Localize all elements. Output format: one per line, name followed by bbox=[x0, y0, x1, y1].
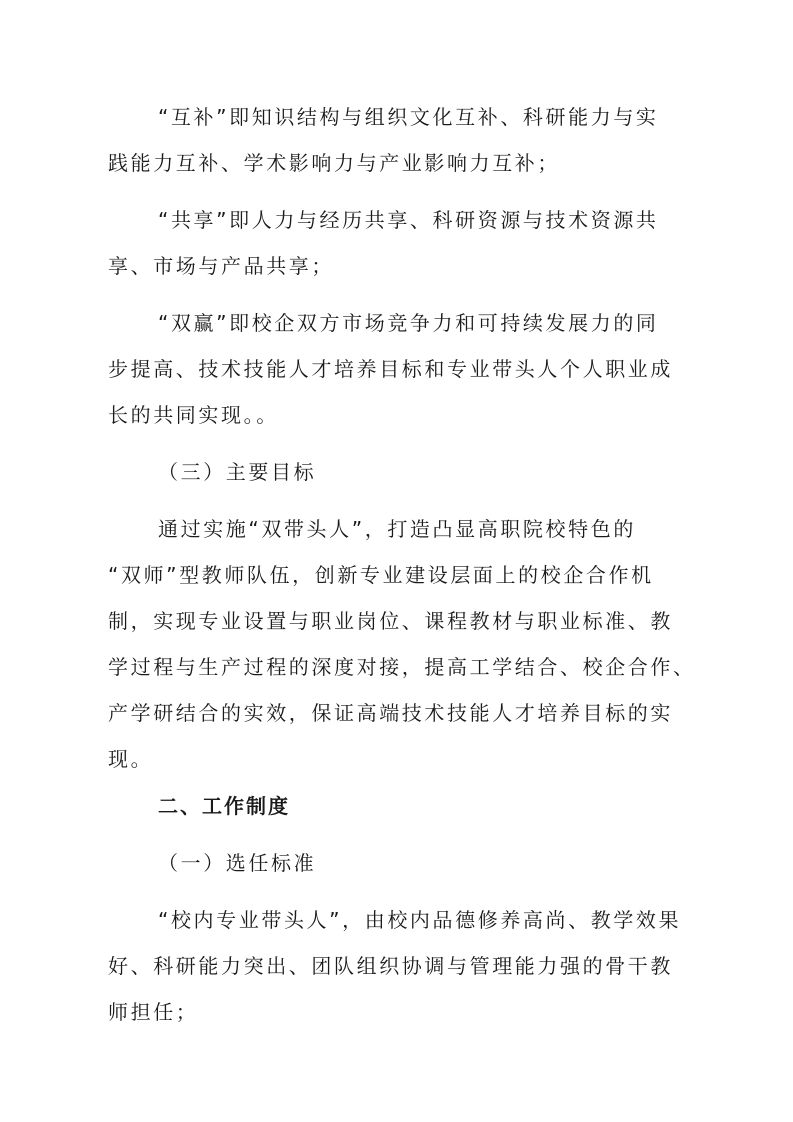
paragraph-goals-line-1: 通过实施“双带头人”，打造凸显高职院校特色的 bbox=[158, 517, 636, 541]
subheading-main-goals: （三）主要目标 bbox=[158, 460, 317, 484]
paragraph-selection-line-2: 好、科研能力突出、团队组织协调与管理能力强的骨干教 bbox=[108, 954, 673, 978]
paragraph-selection-line-3: 师担任； bbox=[108, 1000, 199, 1024]
paragraph-goals-line-6: 现。 bbox=[108, 747, 154, 771]
paragraph-gongxiang-line-1: “共享”即人力与经历共享、科研资源与技术资源共 bbox=[158, 208, 659, 232]
paragraph-shuangying-line-3: 长的共同实现。。 bbox=[108, 403, 279, 427]
section-heading-work-system: 二、工作制度 bbox=[158, 794, 290, 818]
paragraph-shuangying-line-1: “双赢”即校企双方市场竞争力和可持续发展力的同 bbox=[158, 311, 659, 335]
paragraph-goals-line-5: 产学研结合的实效，保证高端技术技能人才培养目标的实 bbox=[108, 701, 673, 725]
paragraph-shuangying-line-2: 步提高、技术技能人才培养目标和专业带头人个人职业成 bbox=[108, 357, 673, 381]
paragraph-hubu-line-1: “互补”即知识结构与组织文化互补、科研能力与实 bbox=[158, 105, 659, 129]
subheading-selection-criteria: （一）选任标准 bbox=[158, 851, 317, 875]
paragraph-goals-line-4: 学过程与生产过程的深度对接，提高工学结合、校企合作、 bbox=[108, 655, 696, 679]
paragraph-goals-line-3: 制，实现专业设置与职业岗位、课程教材与职业标准、教 bbox=[108, 609, 673, 633]
paragraph-gongxiang-line-2: 享、市场与产品共享； bbox=[108, 254, 334, 278]
paragraph-hubu-line-2: 践能力互补、学术影响力与产业影响力互补； bbox=[108, 151, 560, 175]
paragraph-goals-line-2: “双师”型教师队伍，创新专业建设层面上的校企合作机 bbox=[108, 563, 654, 587]
paragraph-selection-line-1: “校内专业带头人”，由校内品德修养高尚、教学效果 bbox=[158, 908, 682, 932]
